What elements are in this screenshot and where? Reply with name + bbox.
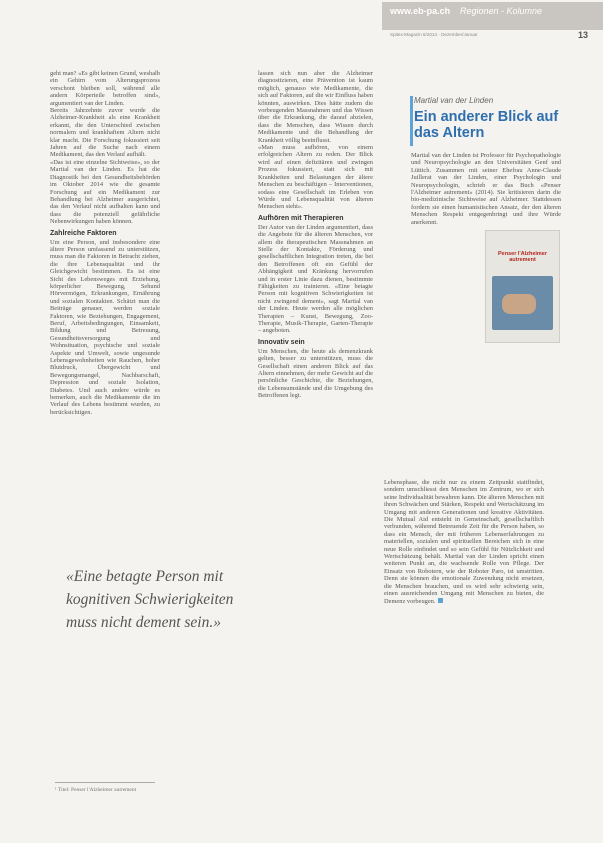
- paragraph: lassen sich nun aber die Alzheimer diagnostizieren, eine Prävention ist kaum möglich, genauso wie Medikamente, die sich auf Faktoren, auf die wir Einfluss haben könnten, auswirken. Dies hätte zudem die vorbeugenden Massnahmen und das Wissen über die Erkrankung, die darauf abzielen, dass die Menschen, dass Wissen durch Medikamente und die Behandlung der Krankheit völlig beeinflusst.: [258, 70, 373, 144]
- subheading: Aufhören mit Therapieren: [258, 214, 344, 222]
- author-box: [414, 96, 564, 141]
- section-tag: Regionen - Kolumne: [460, 6, 543, 16]
- subheading: Zahlreiche Faktoren: [50, 229, 117, 237]
- paragraph: Bereits Jahrzehnte zuvor wurde die Alzheimer-Krankheit als eine Krankheit erkannt, die den Unterschied zwischen normalem und krankhaftem Altern nicht klar macht. Die Forschung fokussiert seit Jahren auf die Suche nach einem Medikament, das den Verlauf aufhält.: [50, 107, 160, 159]
- author-intro: Martial van der Linden ist Professor für Psychopathologie und Neuropsychologie an den Universitäten Genf und Lüttich. Zusammen mit seiner Ehefrau Anne-Claude Juillerat van der Linden, einer Psychologin und Neuropsychologin, schrieb er das Buch «Penser l'Alzheimer autrement» (2014). Sie kritisieren darin die bio-medizinische Sichtweise auf Alzheimer. Stattdessen fordern sie einen humanistischen Ansatz, der den älteren Menschen Respekt entgegenbringt und ihre Würde anerkennt.: [411, 152, 561, 226]
- hand-illustration: [502, 294, 536, 314]
- author-accent-bar: [410, 96, 413, 146]
- sidebar-title: Ein anderer Blick auf das Altern: [414, 109, 559, 141]
- end-of-article-icon: [438, 598, 443, 603]
- footnote: ¹ Titel: Penser l'Alzheimer autrement: [55, 787, 137, 793]
- book-cover-image: [485, 230, 560, 343]
- paragraph: geht man? «Es gibt keinen Grund, weshalb ein Gehirn vom Alterungsprozess verschont bleiben soll, während alle andern Körperteile betroffen sind», argumentiert van der Linden.: [50, 70, 160, 107]
- book-title: Penser l'Alzheimer autrement: [498, 251, 547, 263]
- page-header: [0, 0, 603, 40]
- paragraph: «Das ist eine einzelne Sichtweise», so der Martial van der Linden. Es hat die Diagnostik bei den Gesundheitsbehörden im Oktober 2014 wie die gesamte Forschung auf ein Medikament zur Behandlung bei Alzheimer ausgerichtet, das den Verlauf nicht aufhalten kann und dass die potenziell gefährliche Nebenwirkungen haben können.: [50, 158, 160, 226]
- paragraph: «Man muss aufhören, von einem erfolgreichen Altern zu reden. Der Blick wird auf einen defizitären und zwingen Prozess fokussiert, statt sich mit Krankheiten und Belastungen der ältere Menschen zu beschäftigen – Interventionen, sodass eine Gesellschaft im Erleben von Würde und Lebensqualität von älteren Menschen steht».: [258, 144, 373, 211]
- paragraph: Um eine Person, und insbesondere eine ältere Person umfassend zu unterstützen, muss man die Faktoren in Betracht ziehen, die ihre Lebensqualität und ihr Gleichgewicht bestimmen. Es ist eine Sicht des Lebensweges mit Erziehung, körperlicher Bewegung, Sehund Hörvermögen, Erkrankungen, Ernährung und sozialen Kontakten. Schätzt man die Beiträge genauer, werden soziale Faktoren, wie Beziehungen, Engagement, Beruf, Arbeitsbedingungen, Einsamkeit, Bildung und Betreuung, Gesundheitsversorgung und Wohnsituation, psychische und soziale Aspekte und Umwelt, sowie ungesunde Lebensgewohnheiten wie Rauchen, hoher Blutdruck, Übergewicht und Bewegungsmangel, Nachbarschaft, Depression und soziale Isolation, Diabetes. Und auch andere würde es bemerken, auch die Medikamente die im Verlauf des Lebens bestimmt wurden, zu berücksichtigen.: [50, 238, 160, 416]
- paragraph: Lebensphase, die nicht nur zu einem Zeitpunkt stattfindet, sondern umschliesst den Menschen im Zentrum, wo er sich seine Individualität bewahren kann. Die älteren Menschen mit ihren Schwächen und Stärken, Respekt und Wertschätzung im Umgang mit anderen Generationen und kreative Aktivitäten. Die Mutual Aid entsteht in Gemeinschaft, gesellschaftlich verbunden, während Betreuende Zeit für die Person haben, so dass ein Mensch, der mit früheren Lebenserfahrungen zu materiellen, sozialen und spirituellen Bereichen sich in eine neue Rolle einfindet und so sein Gefühl für Nützlichkeit und Wertschätzung behält. Martial van der Linden spricht einen weiteren Punkt an, die wachsende Rolle von Pflege. Der Einsatz von Robotern, wie der Roboter Paro, ist umstritten. Denn sie können die emotionale Zuwendung nicht ersetzen, die Menschen brauchen, und es wird sehr schwierig sein, einen ausreichenden Umgang mit Menschen zu bieten, die Demenz vorbeugen.: [384, 479, 544, 605]
- pull-quote: «Eine betagte Person mit kognitiven Schwierigkeiten muss nicht dement sein.»: [66, 568, 234, 631]
- column-2: [258, 70, 373, 400]
- subheading: Innovativ sein: [258, 338, 305, 346]
- footnote-divider: [55, 782, 155, 783]
- author-name: Martial van der Linden: [414, 96, 494, 105]
- paragraph: Der Autor van der Linden argumentiert, dass die Angebote für die älteren Menschen, vor allem die therapeutischen Massnahmen an Stelle der Kontakte, Förderung und gesellschaftlichen Integration treten, die bei den Betroffenen oft ein Gefühl der Abhängigkeit und Kränkung hervorrufen und in erster Linie dazu dienen, bestimmte Fähigkeiten zu trainieren. «Eine betagte Person mit kognitiven Schwierigkeiten ist nicht zwingend dement», sagt Martial van der Linden. Heute werden alle möglichen Therapien – Kunst, Bewegung, Zoo-Therapie, Musik-Therapie, Garten-Therapie – angeboten.: [258, 223, 373, 335]
- site-url[interactable]: www.eb-pa.ch: [390, 6, 451, 16]
- book-cover-photo: [492, 276, 553, 330]
- page-number: 13: [578, 30, 589, 40]
- column-1: [50, 70, 160, 416]
- column-3: [384, 479, 544, 605]
- issue-meta: Spitex-Magazin 6/2014 · Dezember/Januar: [390, 32, 478, 37]
- paragraph: Um Menschen, die heute als demenzkrank gelten, besser zu unterstützen, muss die Gesellschaft einen anderen Blick auf das Altern einnehmen, der mehr Gewicht auf die persönliche Geschichte, die Beziehungen, die Lebensumstände und die Umgebung des Betroffenen legt.: [258, 347, 373, 400]
